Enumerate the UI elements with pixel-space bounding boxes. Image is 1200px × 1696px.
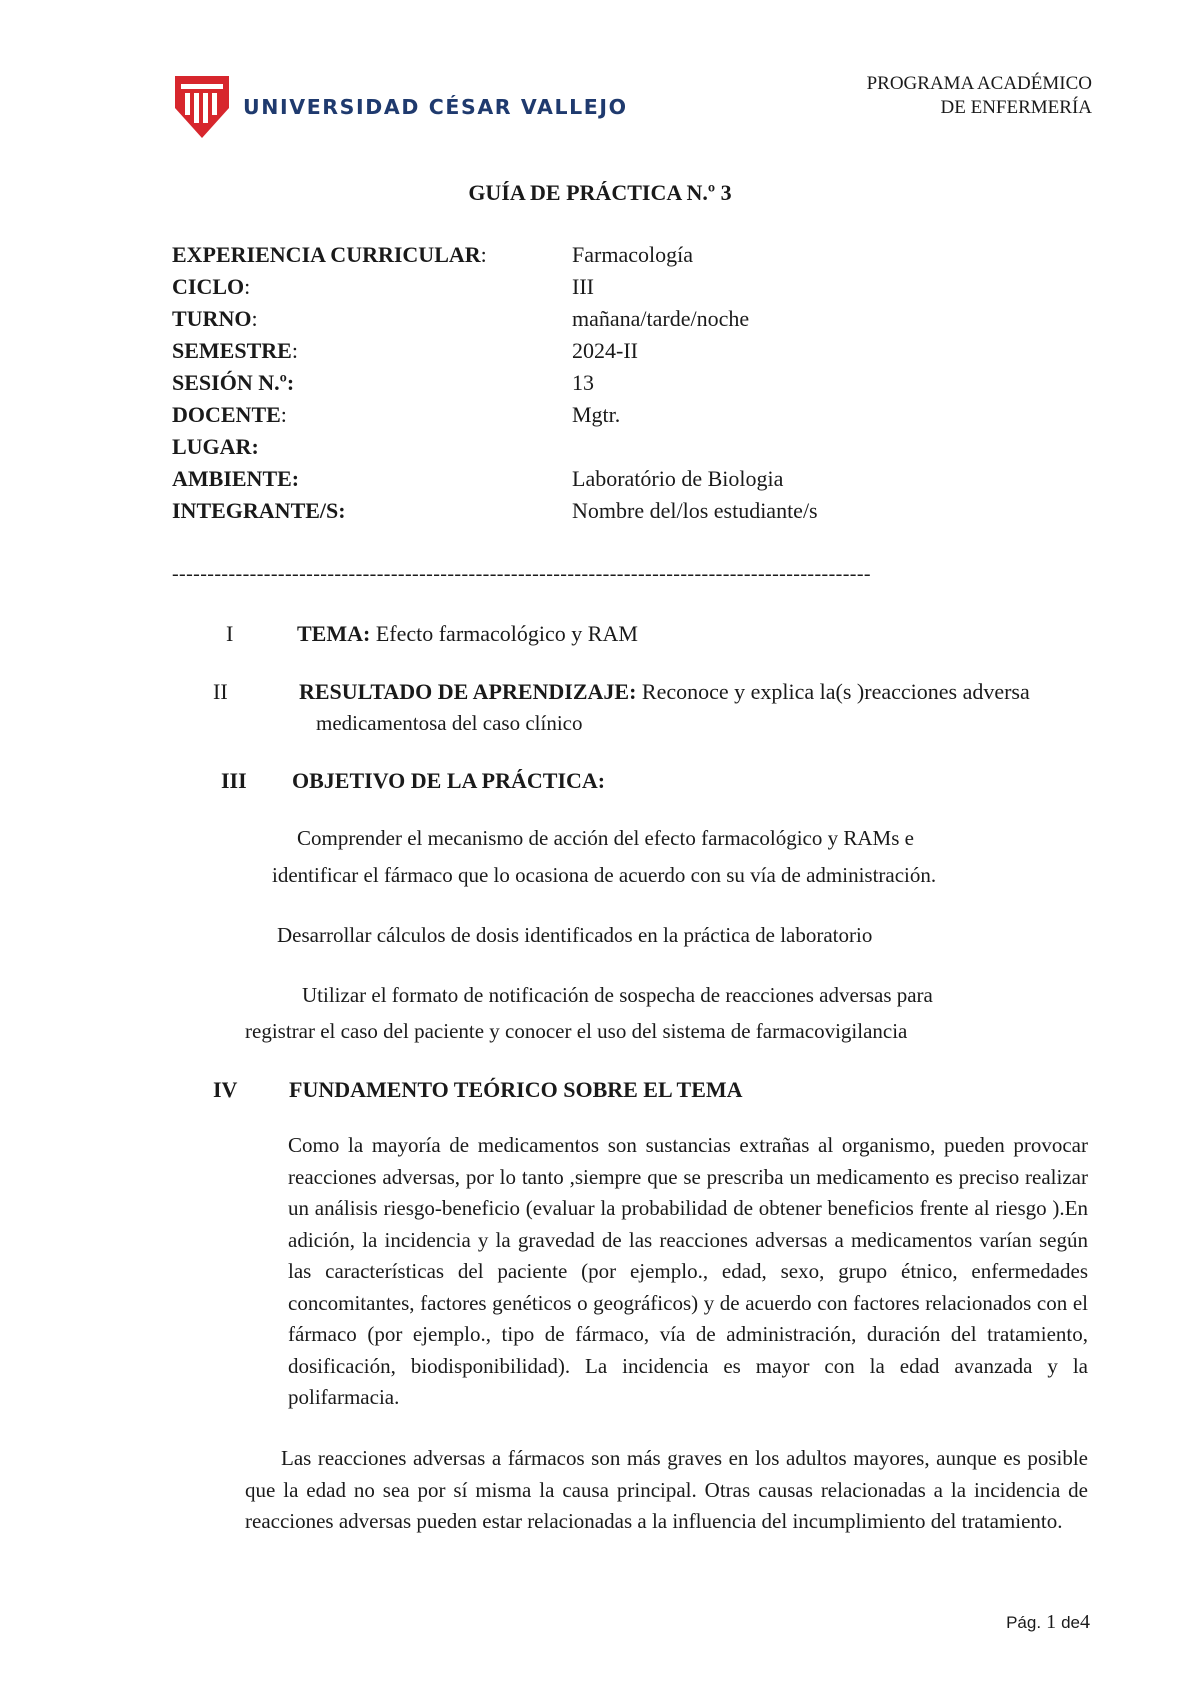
info-row [172,274,1072,306]
separator-line: --------------------------------------------------------------------------------------------------- [172,563,871,585]
objective-3: Utilizar el formato de notificación de sospecha de reacciones adversas para [302,983,933,1007]
page-label: Pág. [1006,1613,1042,1632]
info-table [172,242,1072,530]
page-current: 1 [1046,1611,1057,1633]
page-number [1006,1611,1090,1634]
info-row [172,306,1072,338]
section-1-heading: TEMA: [297,621,371,646]
info-label: SESIÓN N.º: [172,370,295,395]
info-row [172,338,1072,370]
section-2-text: Reconoce y explica la(s )reacciones adversa [641,679,1030,704]
info-label: INTEGRANTE/S: [172,498,346,523]
program-line-2: DE ENFERMERÍA [940,97,1092,118]
info-row [172,434,1072,466]
university-name: UNIVERSIDAD CÉSAR VALLEJO [243,95,628,119]
section-4-heading: FUNDAMENTO TEÓRICO SOBRE EL TEMA [289,1077,743,1102]
section-1-number: I [226,621,234,646]
info-label: SEMESTRE: [172,338,298,363]
info-row [172,498,1072,530]
info-row [172,242,1072,274]
info-label: LUGAR: [172,434,259,459]
info-value: Laboratório de Biologia [572,466,784,491]
section-2 [299,679,1030,705]
info-row [172,402,1072,434]
section-3-heading: OBJETIVO DE LA PRÁCTICA: [292,768,606,793]
page-total: 4 [1080,1611,1090,1633]
objective-2: Desarrollar cálculos de dosis identificados en la práctica de laboratorio [277,923,873,947]
section-3-number: III [221,768,247,793]
program-name [867,72,1092,120]
page-of: de [1061,1613,1080,1632]
info-label: TURNO: [172,306,258,331]
info-label: CICLO: [172,274,251,299]
paragraph-1: Como la mayoría de medicamentos son sustancias extrañas al organismo, pueden provocar reacciones adversas, por lo tanto ,siempre que se prescriba un medicamento es preciso realizar un análisis riesgo-beneficio (evaluar la probabilidad de obtener beneficios frente al riesgo ).En adición, la incidencia y la gravedad de las reacciones adversas a medicamentos varían según las características del paciente (por ejemplo., edad, sexo, grupo étnico, enfermedades concomitantes, factores genéticos o geográficos) y de acuerdo con factores relacionados con el fármaco (por ejemplo., tipo de fármaco, vía de administración, duración del tratamiento, dosificación, biodisponibilidad). La incidencia es mayor con la edad avanzada y la polifarmacia. [288,1133,1088,1409]
program-line-1: PROGRAMA ACADÉMICO [866,73,1092,94]
section-2-number: II [213,679,228,704]
info-value: Farmacología [572,242,693,267]
info-value: 2024-II [572,338,638,363]
objective-1: Comprender el mecanismo de acción del efecto farmacológico y RAMs e [297,826,914,850]
section-1-text: Efecto farmacológico y RAM [375,621,638,646]
section-1 [297,621,638,647]
section-4-number: IV [213,1077,238,1102]
info-value: Mgtr. [572,402,621,427]
objective-3-continued: registrar el caso del paciente y conocer el uso del sistema de farmacovigilancia [245,1019,908,1043]
info-value: mañana/tarde/noche [572,306,750,331]
info-label: DOCENTE: [172,402,287,427]
info-label: EXPERIENCIA CURRICULAR: [172,242,487,267]
university-logo [175,76,628,138]
paragraph-2: Las reacciones adversas a fármacos son más graves en los adultos mayores, aunque es posible que la edad no sea por sí misma la causa principal. Otras causas relacionadas a la incidencia de reacciones adversas pueden estar relacionadas a la influencia del incumplimiento del tratamiento. [245,1446,1088,1533]
info-value: III [572,274,594,299]
objective-1-continued: identificar el fármaco que lo ocasiona de acuerdo con su vía de administración. [272,863,937,887]
ucv-shield-icon [175,76,229,138]
info-value: Nombre del/los estudiante/s [572,498,818,523]
section-2-heading: RESULTADO DE APRENDIZAJE: [299,679,637,704]
info-row [172,466,1072,498]
info-value: 13 [572,370,594,395]
info-label: AMBIENTE: [172,466,300,491]
section-2-text-continued: medicamentosa del caso clínico [316,711,583,735]
info-row [172,370,1072,402]
page-title: GUÍA DE PRÁCTICA N.º 3 [468,180,732,205]
